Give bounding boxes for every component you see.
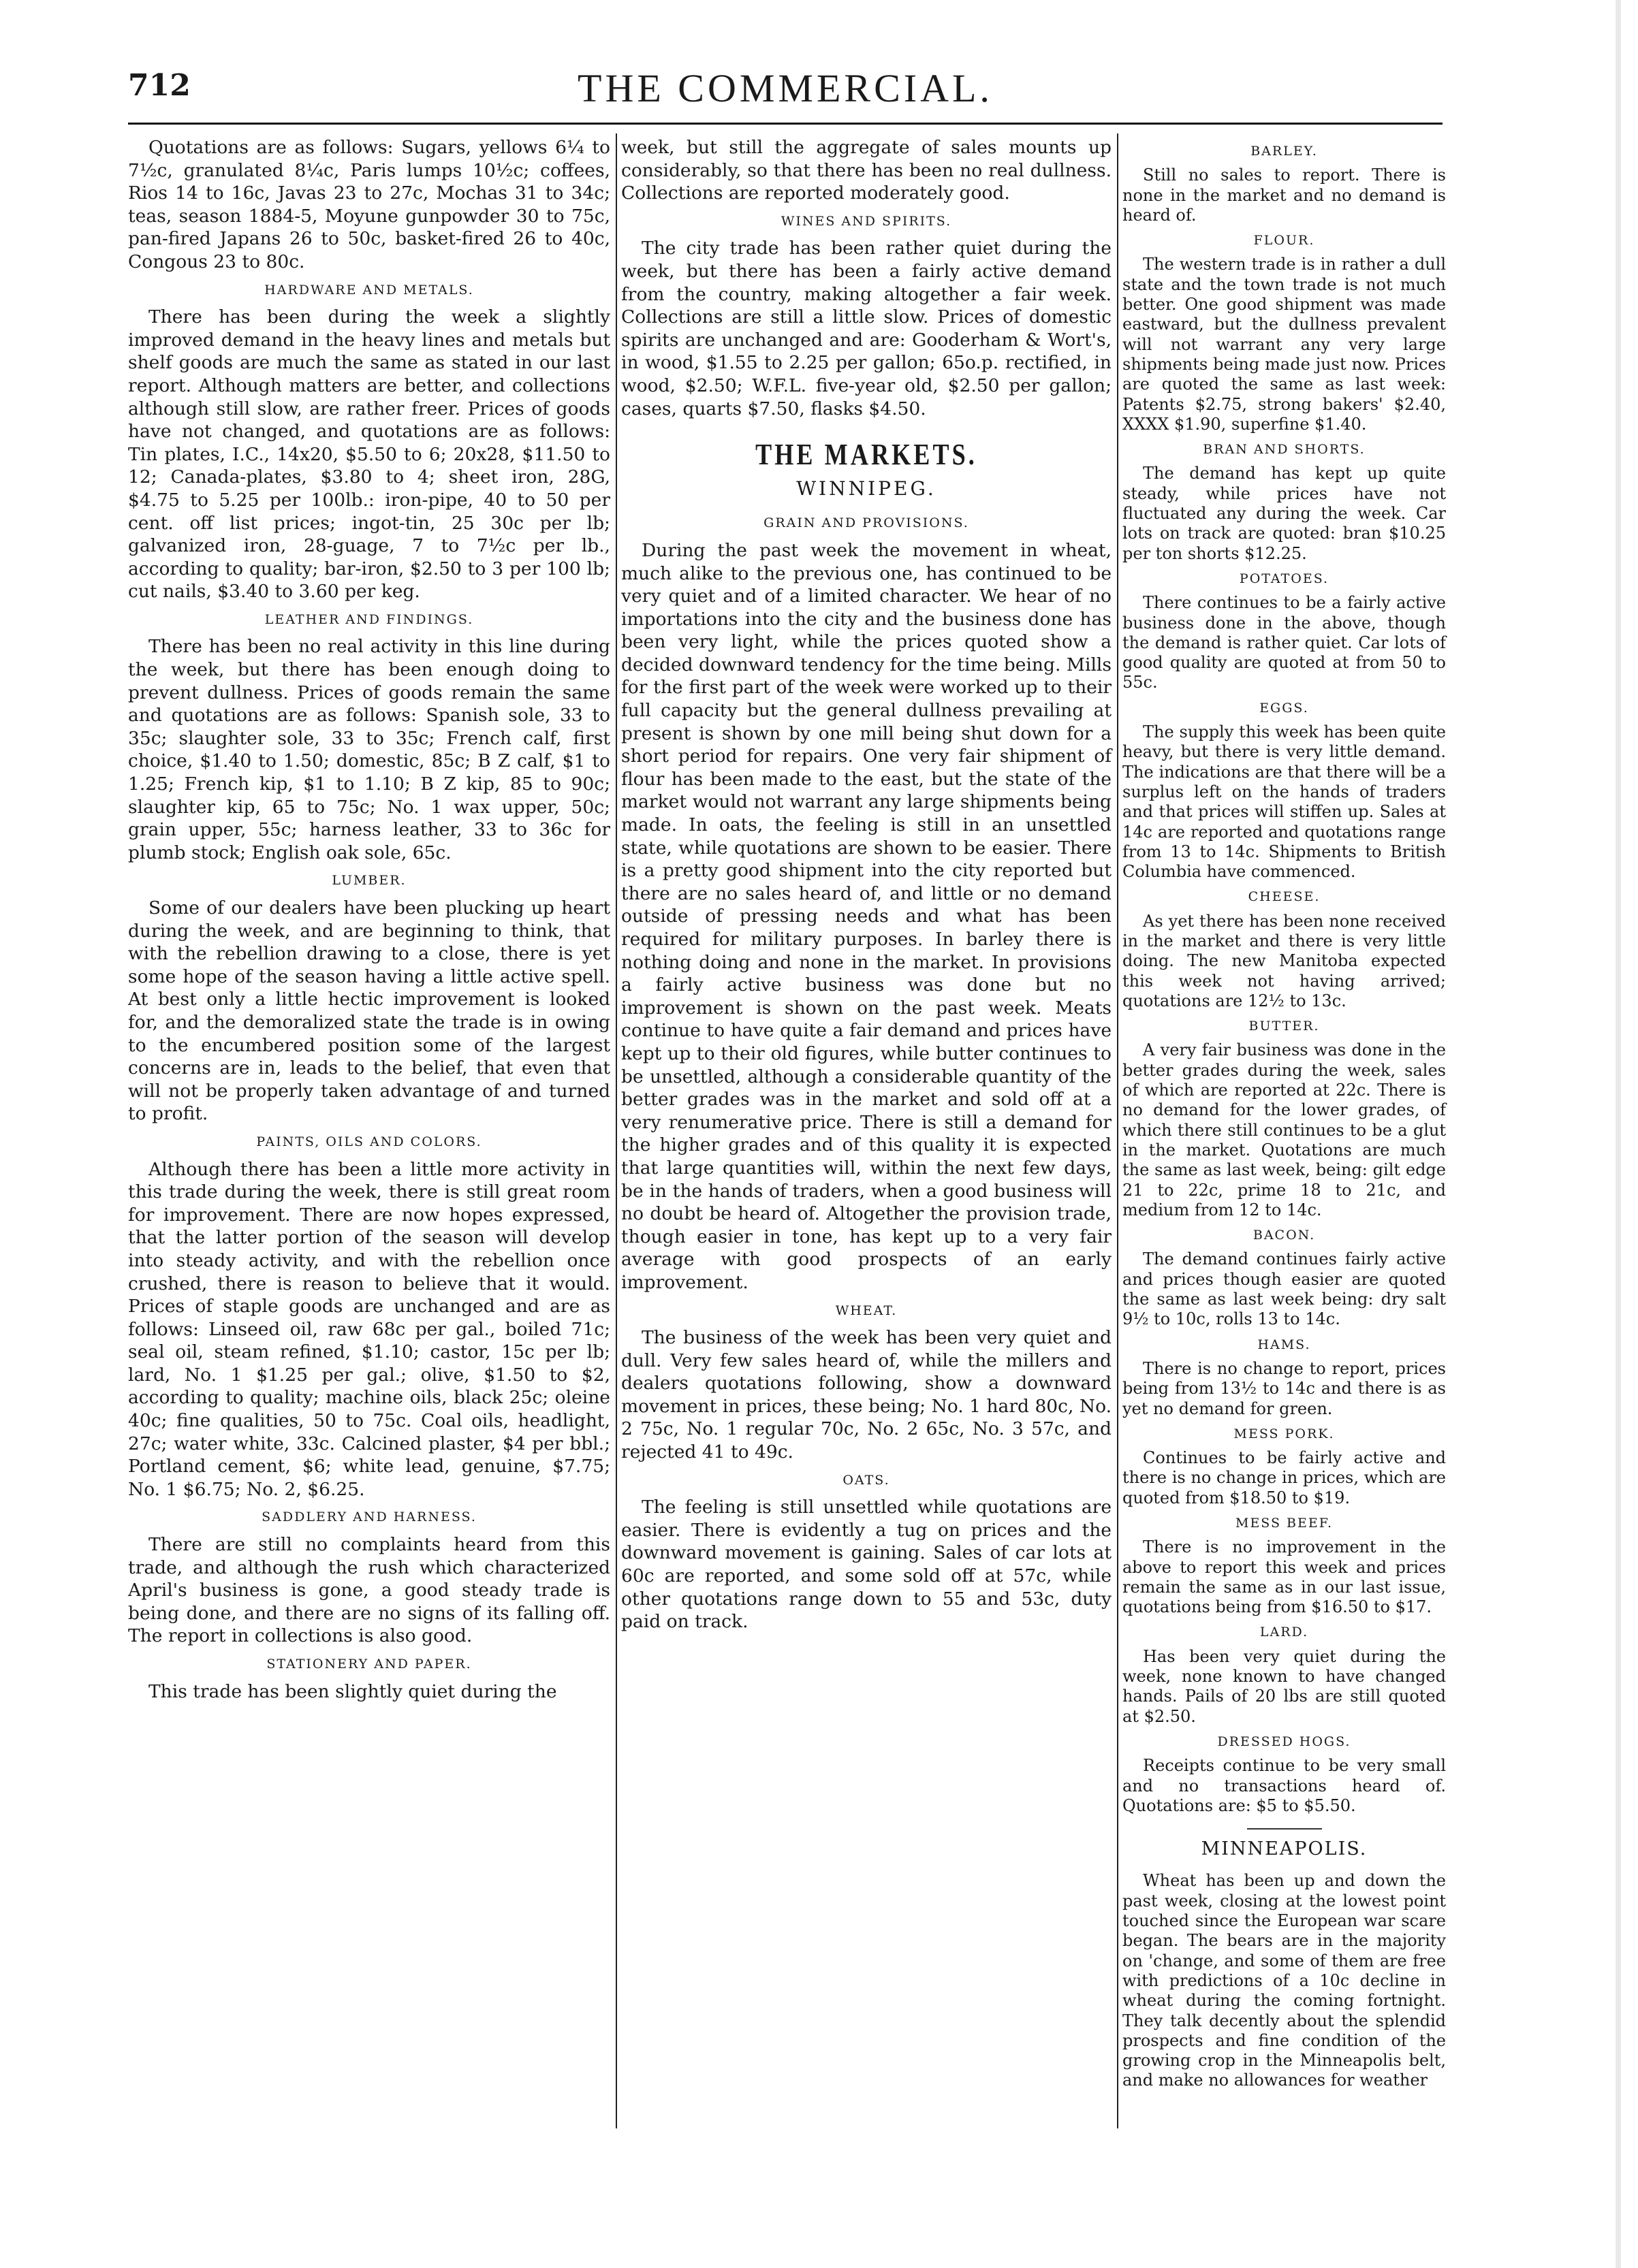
article-paragraph: As yet there has been none received in the market and there is very little doing. The new Manitoba expected this week not having arrived; quotations are 12½ to 13c.: [1122, 911, 1446, 1010]
article-paragraph: There has been during the week a slightly improved demand in the heavy lines and metals but shelf goods are much the same as stated in our last report. Although matters are better, and collections although still slow, are rather freer. Prices of goods have not changed, and quotations are as follows: Tin plates, I.C., 14x20, $5.50 to 6; 20x28, $11.50 to 12; Canada-plates, $3.80 to 4; sheet iron, 28G, $4.75 to 5.25 per 100lb.: iron-pipe, 40 to 50 per cent. off list prices; ingot-tin, 25 30c per lb; galvanized iron, 28-guage, 7 to 7½c per lb., according to quality; bar-iron, $2.50 to 3 per 100 lb; cut nails, $3.40 to 3.60 per keg.: [128, 306, 610, 603]
article-paragraph: During the past week the movement in wheat, much alike to the previous one, has continued to be very quiet and of a limited character. We hear of no importations into the city and the business done has been very light, while the prices quoted show a decided downward tendency for the time being. Mills for the first part of the week were worked up to their full capacity but the general dullness prevailing at present is shown by one mill being shut down for a short period for repairs. One very fair shipment of flour has been made to the east, but the state of the market would not warrant any large shipments being made. In oats, the feeling is still in an unsettled state, while quotations are shown to be easier. There is a pretty good shipment into the city reported but there are no sales heard of, and little or no demand outside of pressing needs and what has been required for military purposes. In barley there is nothing doing and none in the market. In provisions a fairly active business was done but no improvement is shown on the past week. Meats continue to have quite a fair demand and prices have kept up to their old figures, while butter continues to be unsettled, although a considerable quantity of the better grades was in the market and sold off at a very renumerative price. There is still a demand for the higher grades and of this quality it is expected that large quantities will, within the next few days, be in the hands of traders, when a good business will no doubt be heard of. Altogether the provision trade, though easier in tone, has kept up to a very fair average with good prospects of an early improvement.: [621, 539, 1112, 1293]
article-paragraph: week, but still the aggregate of sales mounts up considerably, so that there has been no real dullness. Collections are reported moderately good.: [621, 137, 1112, 204]
article-paragraph: There has been no real activity in this line during the week, but there has been enough doing to prevent dullness. Prices of goods remain the same and quotations are as follows: Spanish sole, 33 to 35c; slaughter sole, 33 to 35c; French calf, first choice, $1.40 to 1.50; domestic, 85c; B Z calf, $1 to 1.25; French kip, $1 to 1.10; B Z kip, 85 to 90c; slaughter kip, 65 to 75c; No. 1 wax upper, 50c; grain upper, 55c; harness leather, 33 to 36c for plumb stock; English oak sole, 65c.: [128, 636, 610, 863]
section-heading: PAINTS, OILS AND COLORS.: [256, 1134, 482, 1149]
page-header: [128, 65, 1443, 127]
city-heading-winnipeg: WINNIPEG.: [796, 477, 936, 500]
section-heading: LEATHER AND FINDINGS.: [264, 611, 474, 627]
section-heading: WINES AND SPIRITS.: [781, 213, 952, 229]
section-heading: BARLEY.: [1250, 144, 1318, 159]
article-paragraph: There is no change to report, prices being from 13½ to 14c and there is as yet no demand for green.: [1122, 1358, 1446, 1418]
column-divider: [1117, 133, 1118, 2128]
page-number: 712: [128, 68, 191, 103]
section-heading: BACON.: [1253, 1228, 1316, 1243]
article-paragraph: The business of the week has been very quiet and dull. Very few sales heard of, while the millers and dealers quotations following, show a downward movement in prices, these being; No. 1 hard 80c, No. 2 75c, No. 1 regular 70c, No. 2 65c, No. 3 57c, and rejected 41 to 49c.: [621, 1327, 1112, 1463]
section-heading: LARD.: [1259, 1625, 1309, 1640]
section-heading: LUMBER.: [332, 873, 407, 889]
section-heading: CHEESE.: [1248, 889, 1321, 905]
city-heading-minneapolis: MINNEAPOLIS.: [1201, 1838, 1368, 1860]
article-paragraph: There are still no complaints heard from this trade, and although the rush which characterized April's business is gone, a good steady trade is being done, and there are no signs of its falling off. The report in collections is also good.: [128, 1534, 610, 1647]
header-rule: [128, 123, 1443, 125]
markets-title: THE MARKETS.: [755, 438, 977, 472]
article-paragraph: Some of our dealers have been plucking up heart during the week, and are beginning to think, that with the rebellion drawing to a close, there is yet some hope of the season having a little active spell. At best only a little hectic improvement is looked for, and the demoralized state the trade is in owing to the encumbered position some of the largest concerns are in, leads to the belief, that even that will not be properly taken advantage of and turned to profit.: [128, 897, 610, 1125]
section-heading: BRAN AND SHORTS.: [1203, 442, 1366, 458]
section-heading: SADDLERY AND HARNESS.: [262, 1510, 477, 1525]
article-paragraph: This trade has been slightly quiet during the: [148, 1680, 557, 1702]
column-middle: [621, 136, 1112, 1633]
column-left: [128, 136, 610, 1703]
article-paragraph: Quotations are as follows: Sugars, yellows 6¼ to 7½c, granulated 8¼c, Paris lumps 10½c; coffees, Rios 14 to 16c, Javas 23 to 27c, Mochas 31 to 34c; teas, season 1884-5, Moyune gunpowder 30 to 75c, pan-fired Japans 26 to 50c, basket-fired 26 to 40c, Congous 23 to 80c.: [128, 137, 610, 272]
article-paragraph: Wheat has been up and down the past week, closing at the lowest point touched since the European war scare began. The bears are in the majority on 'change, and some of them are free with predictions of a 10c decline in wheat during the coming fortnight. They talk decently about the splendid prospects and fine condition of the growing crop in the Minneapolis belt, and make no allowances for weather: [1122, 1871, 1446, 2090]
article-paragraph: Has been very quiet during the week, none known to have changed hands. Pails of 20 lbs are still quoted at $2.50.: [1122, 1646, 1446, 1726]
section-heading: HARDWARE AND METALS.: [264, 282, 474, 298]
article-paragraph: The supply this week has been quite heavy, but there is very little demand. The indications are that there will be a surplus left on the hands of traders and that prices will stiffen up. Sales at 14c are reported and quotations range from 13 to 14c. Shipments to British Columbia have commenced.: [1122, 722, 1446, 882]
page-edge: [1616, 0, 1621, 2268]
article-paragraph: There is no improvement in the above to report this week and prices remain the same as in our last issue, quotations being from $16.50 to $17.: [1122, 1537, 1446, 1617]
section-heading: DRESSED HOGS.: [1217, 1734, 1351, 1749]
section-heading: OATS.: [842, 1472, 890, 1488]
section-heading: HAMS.: [1257, 1337, 1311, 1352]
column-divider: [616, 133, 617, 2128]
masthead-title: THE COMMERCIAL.: [578, 66, 993, 110]
column-right: [1122, 136, 1446, 2091]
section-heading: EGGS.: [1259, 700, 1309, 716]
article-paragraph: A very fair business was done in the better grades during the week, sales of which are reported at 22c. There is no demand for the lower grades, of which there still continues to be a glut in the market. Quotations are much the same as last week, being: gilt edge 21 to 22c, prime 18 to 21c, and medium from 12 to 14c.: [1122, 1040, 1446, 1219]
article-paragraph: There continues to be a fairly active business done in the above, though the demand is rather quiet. Car lots of good quality are quoted at from 50 to 55c.: [1122, 593, 1446, 692]
section-heading: MESS PORK.: [1233, 1426, 1335, 1441]
section-heading: GRAIN AND PROVISIONS.: [763, 515, 969, 531]
article-paragraph: The feeling is still unsettled while quotations are easier. There is evidently a tug on prices and the downward movement is gaining. Sales of car lots at 60c are reported, and some sold off at 57c, while other quotations range down to 55 and 53c, duty paid on track.: [621, 1497, 1112, 1633]
section-heading: FLOUR.: [1253, 233, 1315, 249]
section-rule: [1247, 1828, 1322, 1830]
article-paragraph: The demand has kept up quite steady, while prices have not fluctuated any during the week. Car lots on track are quoted: bran $10.25 per ton shorts $12.25.: [1122, 464, 1446, 563]
article-paragraph: Although there has been a little more activity in this trade during the week, there is still great room for improvement. There are now hopes expressed, that the latter portion of the season will develop into steady activity, and with the rebellion once crushed, there is reason to believe that it would. Prices of staple goods are unchanged and are as follows: Linseed oil, raw 68c per gal., boiled 71c; seal oil, steam refined, $1.10; castor, 15c per lb; lard, No. 1 $1.25 per gal.; olive, $1.50 to $2, according to quality; machine oils, black 25c; oleine 40c; fine qualities, 50 to 75c. Coal oils, headlight, 27c; water white, 33c. Calcined plaster, $4 per bbl.; Portland cement, $6; white lead, genuine, $7.75; No. 1 $6.75; No. 2, $6.25.: [128, 1158, 610, 1500]
article-paragraph: The demand continues fairly active and prices though easier are quoted the same as last week being: dry salt 9½ to 10c, rolls 13 to 14c.: [1122, 1249, 1446, 1329]
section-heading: MESS BEEF.: [1235, 1516, 1334, 1531]
section-heading: BUTTER.: [1248, 1019, 1320, 1034]
article-paragraph: Still no sales to report. There is none in the market and no demand is heard of.: [1122, 165, 1446, 225]
section-heading: STATIONERY AND PAPER.: [266, 1657, 472, 1672]
article-paragraph: Continues to be fairly active and there is no change in prices, which are quoted from $18.50 to $19.: [1122, 1448, 1446, 1507]
article-paragraph: The western trade is in rather a dull state and the town trade is not much better. One good shipment was made eastward, but the dullness prevalent will not warrant any very large shipments being made just now. Prices are quoted the same as last week: Patents $2.75, strong bakers' $2.40, XXXX $1.90, superfine $1.40.: [1122, 255, 1446, 434]
section-heading: WHEAT.: [835, 1303, 898, 1318]
section-heading: POTATOES.: [1239, 571, 1329, 586]
article-paragraph: The city trade has been rather quiet during the week, but there has been a fairly active demand from the country, making altogether a fair week. Collections are still a little slow. Prices of domestic spirits are unchanged and are: Gooderham & Wort's, in wood, $1.55 to 2.25 per gallon; 65o.p. rectified, in wood, $2.50; W.F.L. five-year old, $2.50 per gallon; cases, quarts $7.50, flasks $4.50.: [621, 238, 1112, 419]
article-paragraph: Receipts continue to be very small and no transactions heard of. Quotations are: $5 to $5.50.: [1122, 1756, 1446, 1815]
